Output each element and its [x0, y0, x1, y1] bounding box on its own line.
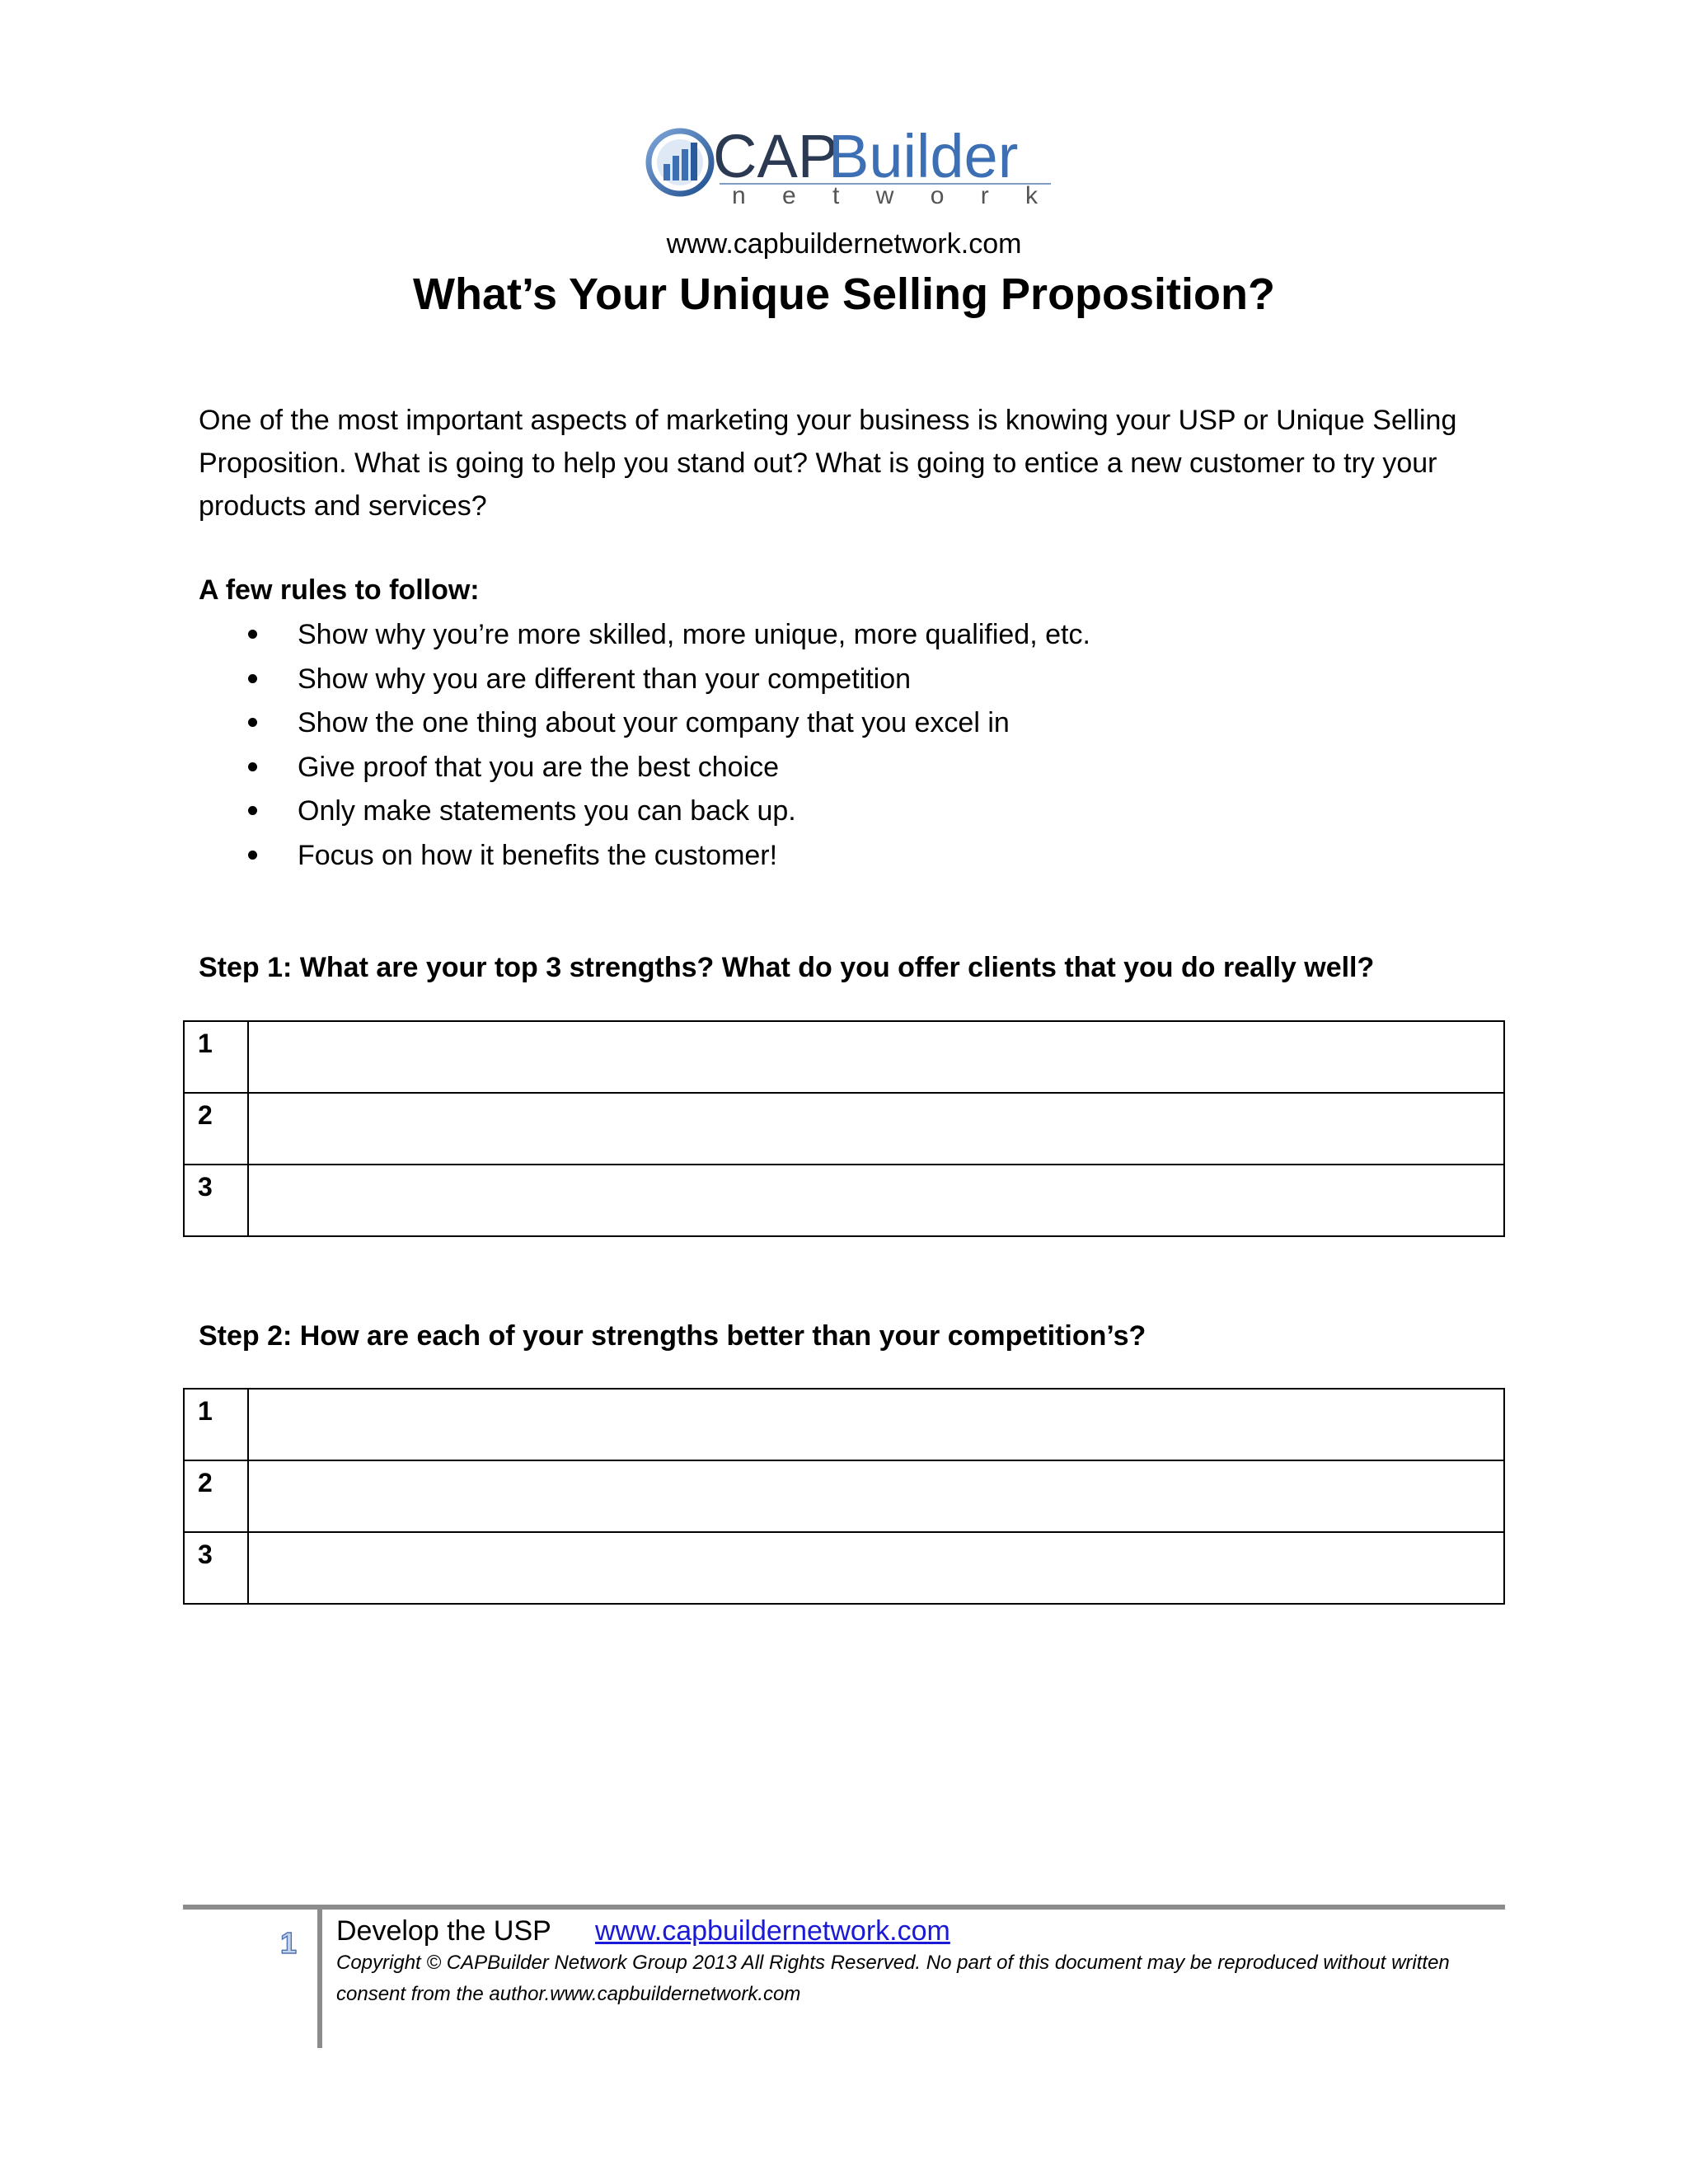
- table-row: [184, 1165, 1504, 1236]
- rule-text: Give proof that you are the best choice: [298, 751, 780, 783]
- bullet-icon: [248, 762, 257, 771]
- rules-heading: A few rules to follow:: [199, 574, 480, 606]
- rule-text: Focus on how it benefits the customer!: [298, 839, 778, 871]
- site-url: www.capbuildernetwork.com: [666, 228, 1022, 260]
- answer-field[interactable]: [248, 1532, 1504, 1604]
- step2-answer-table: [183, 1388, 1505, 1605]
- answer-field[interactable]: [248, 1093, 1504, 1165]
- row-number: 2: [184, 1093, 248, 1165]
- logo-wordmark-builder: Builder: [828, 122, 1019, 190]
- table-row: [184, 1021, 1504, 1093]
- footer-divider: [183, 1905, 1505, 1910]
- row-number: 1: [184, 1389, 248, 1460]
- page-title: What’s Your Unique Selling Proposition?: [412, 269, 1275, 319]
- step2-heading: Step 2: How are each of your strengths better than your competition’s?: [199, 1320, 1146, 1352]
- bullet-icon: [248, 851, 257, 860]
- table-row: [184, 1093, 1504, 1165]
- table-row: [184, 1532, 1504, 1604]
- footer-copyright: Copyright © CAPBuilder Network Group 2013 All Rights Reserved. No part of this document may be reproduced without written consent from the author.www.capbuildernetwork.com: [336, 1952, 1450, 2005]
- row-number: 1: [184, 1021, 248, 1093]
- bullet-icon: [248, 806, 257, 815]
- rule-text: Show why you’re more skilled, more unique, more qualified, etc.: [298, 619, 1090, 650]
- rule-text: Only make statements you can back up.: [298, 795, 796, 827]
- table-row: [184, 1389, 1504, 1460]
- footer-title: Develop the USP: [336, 1915, 551, 1947]
- answer-field[interactable]: [248, 1021, 1504, 1093]
- answer-field[interactable]: [248, 1460, 1504, 1532]
- answer-field[interactable]: [248, 1165, 1504, 1236]
- footer-website-link[interactable]: www.capbuildernetwork.com: [595, 1915, 950, 1947]
- list-item: [199, 790, 1090, 834]
- list-item: [199, 834, 1090, 879]
- bullet-icon: [248, 718, 257, 727]
- row-number: 3: [184, 1532, 248, 1604]
- step1-heading: Step 1: What are your top 3 strengths? What do you offer clients that you do really well?: [199, 952, 1375, 983]
- list-item: [199, 746, 1090, 790]
- rule-text: Show the one thing about your company that you excel in: [298, 707, 1010, 739]
- footer-vertical-divider: [317, 1908, 322, 2048]
- table-row: [184, 1460, 1504, 1532]
- logo-wordmark-cap: CAP: [713, 122, 839, 190]
- bullet-icon: [248, 674, 257, 683]
- page-number: 1: [280, 1926, 298, 1960]
- list-item: [199, 701, 1090, 746]
- list-item: [199, 658, 1090, 702]
- logo-wordmark-network: n e t w o r k: [732, 182, 1053, 206]
- step1-answer-table: [183, 1020, 1505, 1237]
- list-item: [199, 613, 1090, 658]
- capbuilder-logo: [645, 120, 1057, 206]
- rule-text: Show why you are different than your competition: [298, 663, 912, 695]
- rules-list: [199, 613, 1090, 879]
- answer-field[interactable]: [248, 1389, 1504, 1460]
- bullet-icon: [248, 630, 257, 639]
- row-number: 2: [184, 1460, 248, 1532]
- row-number: 3: [184, 1165, 248, 1236]
- intro-paragraph: One of the most important aspects of marketing your business is knowing your USP or Unique Selling Proposition. What is going to help you stand out? What is going to entice a new customer to try your products and services?: [199, 405, 1457, 522]
